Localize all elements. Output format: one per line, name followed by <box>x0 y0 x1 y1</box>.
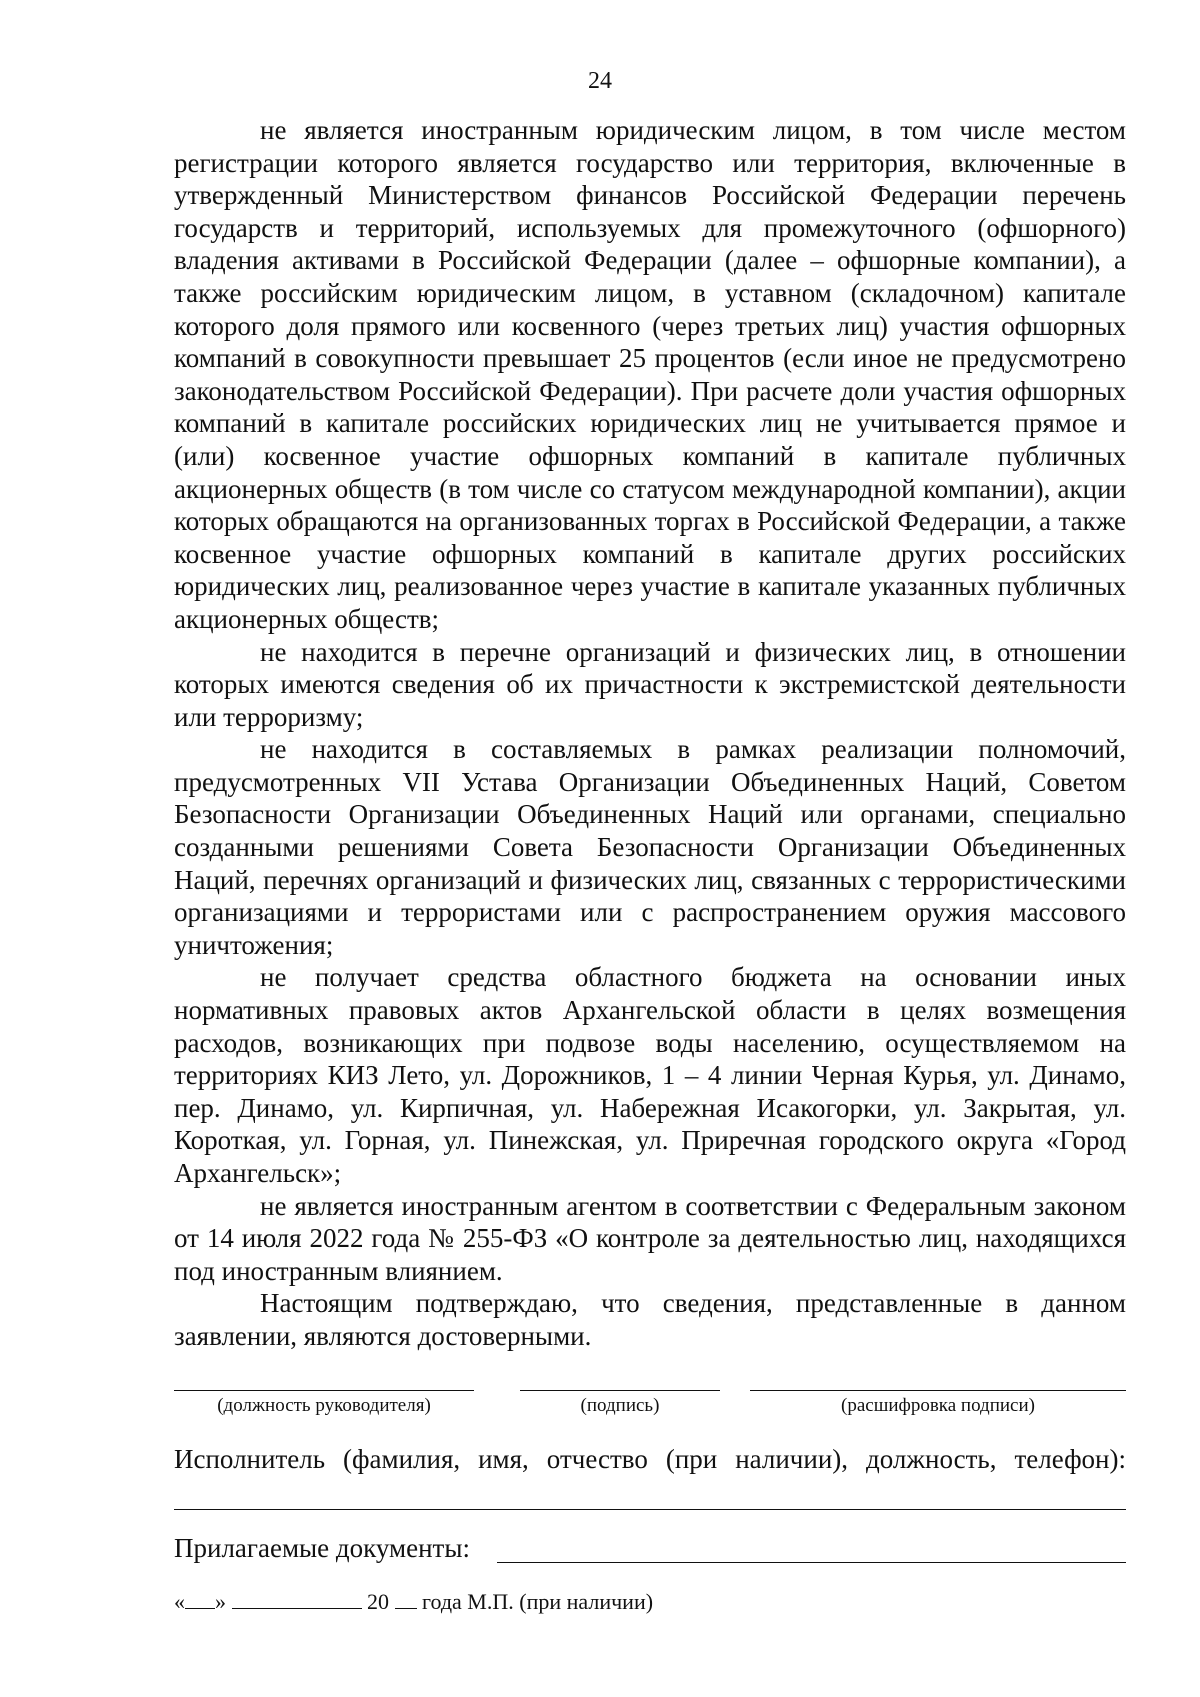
paragraph-un-sanctions: не находится в составляемых в рамках реализации полномочий, предусмотренных VII Устава Организации Объединенных Наций, Советом Безопасности Организации Объединенных Наций или органами, специально созданными решениями Совета Безопасности Организации Объединенных Наций, перечнях организаций и физических лиц, связанных с террористическими организациями и террористами или с распространением оружия массового уничтожения; <box>174 734 1126 960</box>
date-row <box>174 1588 1126 1616</box>
date-century: 20 <box>367 1589 389 1614</box>
executor-label: Исполнитель (фамилия, имя, отчество (при наличии), должность, телефон): <box>174 1444 1126 1474</box>
date-open-quote: « <box>174 1589 185 1614</box>
date-suffix: года М.П. (при наличии) <box>422 1589 654 1614</box>
executor-line <box>174 1509 1126 1510</box>
date-day-blank <box>185 1588 215 1609</box>
date-month-blank <box>232 1588 362 1609</box>
date-year-blank <box>395 1588 417 1609</box>
signature-block <box>174 1390 1126 1420</box>
attached-documents-label: Прилагаемые документы: <box>174 1533 470 1563</box>
position-signature-field: (должность руководителя) <box>174 1390 474 1417</box>
name-transcript-field: (расшифровка подписи) <box>750 1390 1126 1417</box>
paragraph-extremism: не находится в перечне организаций и физических лиц, в отношении которых имеются сведения об их причастности к экстремистской деятельности или терроризму; <box>174 636 1126 732</box>
paragraph-offshore: не является иностранным юридическим лицом, в том числе местом регистрации которого является государство или территория, включенные в утвержденный Министерством финансов Российской Федерации перечень государств и территорий, используемых для промежуточного (офшорного) владения активами в Российской Федерации (далее – офшорные компании), а также российским юридическим лицом, в уставном (складочном) капитале которого доля прямого или косвенного (через третьих лиц) участия офшорных компаний в совокупности превышает 25 процентов (если иное не предусмотрено законодательством Российской Федерации). При расчете доли участия офшорных компаний в капитале российских юридических лиц не учитывается прямое и (или) косвенное участие офшорных компаний в капитале публичных акционерных обществ (в том числе со статусом международной компании), акции которых обращаются на организованных торгах в Российской Федерации, а также косвенное участие офшорных компаний в капитале других российских юридических лиц, реализованное через участие в капитале указанных публичных акционерных обществ; <box>174 115 1126 634</box>
document-body <box>174 114 1126 1353</box>
page-number: 24 <box>588 68 612 94</box>
attached-documents-line <box>497 1562 1126 1563</box>
paragraph-confirmation: Настоящим подтверждаю, что сведения, представленные в данном заявлении, являются достоверными. <box>174 1288 1126 1351</box>
paragraph-foreign-agent: не является иностранным агентом в соответствии с Федеральным законом от 14 июля 2022 года № 255-ФЗ «О контроле за деятельностью лиц, находящихся под иностранным влиянием. <box>174 1190 1126 1286</box>
paragraph-budget-funds: не получает средства областного бюджета на основании иных нормативных правовых актов Архангельской области в целях возмещения расходов, возникающих при подвозе воды населению, осуществляемом на территориях КИЗ Лето, ул. Дорожников, 1 – 4 линии Черная Курья, ул. Динамо, пер. Динамо, ул. Кирпичная, ул. Набережная Исакогорки, ул. Закрытая, ул. Короткая, ул. Горная, ул. Пинежская, ул. Приречная городского округа «Город Архангельск»; <box>174 962 1126 1188</box>
date-close-quote: » <box>215 1589 226 1614</box>
signature-field: (подпись) <box>520 1390 720 1417</box>
